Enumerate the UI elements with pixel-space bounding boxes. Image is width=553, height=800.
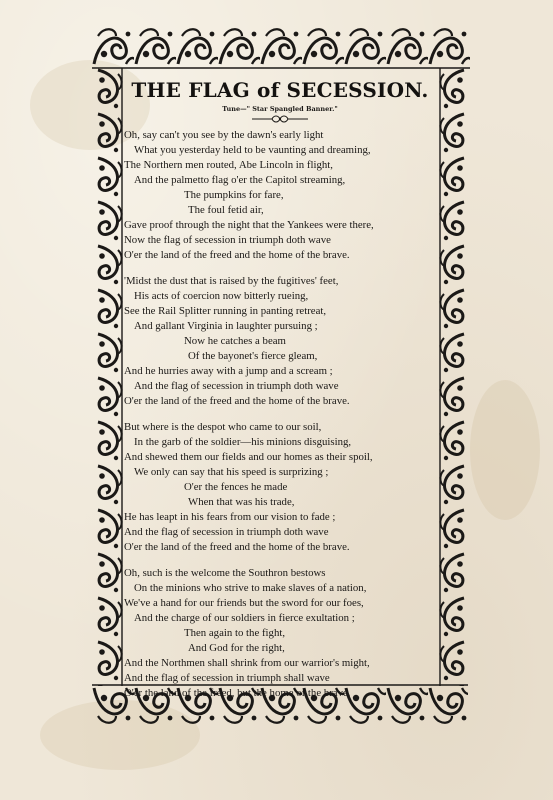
- verse-line: Now he catches a beam: [184, 335, 286, 347]
- verse-line: When that was his trade,: [188, 496, 295, 508]
- verse-line: He has leapt in his fears from our vision to fade ;: [124, 511, 336, 523]
- ornamental-border-left: [92, 68, 124, 686]
- document-title: THE FLAG of SECESSION.: [131, 78, 429, 102]
- verse-line: What you yesterday held to be vaunting and dreaming,: [134, 144, 371, 156]
- verse-line: In the garb of the soldier—his minions disguising,: [134, 436, 352, 448]
- verse-line: And shewed them our fields and our homes as their spoil,: [124, 451, 373, 463]
- verse-line: Then again to the fight,: [184, 627, 286, 639]
- stanza-3: [124, 420, 436, 555]
- verse-line: O'er the fences he made: [184, 481, 288, 493]
- verse-line: We've a hand for our friends but the sword for our foes,: [124, 597, 364, 609]
- verse-line: And the flag of secession in triumph shall wave: [124, 672, 330, 684]
- verse-line: And the charge of our soldiers in fierce exultation ;: [134, 612, 355, 624]
- verse-line: Oh, say can't you see by the dawn's early light: [124, 129, 324, 141]
- paper-stain: [470, 380, 540, 520]
- verse-line: 'Midst the dust that is raised by the fugitives' feet,: [124, 275, 339, 287]
- scroll-divider-icon: [250, 115, 310, 123]
- verse-line: But where is the despot who came to our soil,: [124, 421, 322, 433]
- verse-line: And the Northmen shall shrink from our warrior's might,: [124, 657, 370, 669]
- verse-line: O'er the land of the freed, but the home of the brave.: [124, 687, 351, 699]
- stanza-1: [124, 128, 436, 263]
- verse-line: Oh, such is the welcome the Southron bestows: [124, 567, 326, 579]
- verse-line: We only can say that his speed is surprizing ;: [134, 466, 329, 478]
- verse-line: Now the flag of secession in triumph doth wave: [124, 234, 331, 246]
- verse-line: O'er the land of the freed and the home of the brave.: [124, 541, 350, 553]
- verse-line: The pumpkins for fare,: [184, 189, 284, 201]
- vine-scroll-border-right: [438, 68, 470, 686]
- verse-line: And the flag of secession in triumph doth wave: [134, 380, 339, 392]
- verse-line: On the minions who strive to make slaves of a nation,: [134, 582, 367, 594]
- verse-line: And he hurries away with a jump and a scream ;: [124, 365, 333, 377]
- verse-line: The Northern men routed, Abe Lincoln in flight,: [124, 159, 333, 171]
- verses: [124, 128, 436, 712]
- verse-line: O'er the land of the freed and the home of the brave.: [124, 395, 350, 407]
- verse-line: See the Rail Splitter running in panting retreat,: [124, 305, 327, 317]
- verse-line: And God for the right,: [188, 642, 285, 654]
- tune-subtitle: Tune—" Star Spangled Banner.": [222, 105, 338, 113]
- ornamental-border-top: [92, 24, 470, 70]
- verse-line: And gallant Virginia in laughter pursuing ;: [134, 320, 318, 332]
- verse-line: And the palmetto flag o'er the Capitol streaming,: [134, 174, 346, 186]
- broadside-sheet: [124, 72, 436, 699]
- verse-line: O'er the land of the freed and the home of the brave.: [124, 249, 350, 261]
- verse-line: Gave proof through the night that the Yankees were there,: [124, 219, 374, 231]
- verse-line: And the flag of secession in triumph doth wave: [124, 526, 329, 538]
- verse-line: The foul fetid air,: [188, 204, 264, 216]
- vine-scroll-border-top: [92, 24, 470, 70]
- verse-line: His acts of coercion now bitterly rueing,: [134, 290, 309, 302]
- vine-scroll-border-left: [92, 68, 124, 686]
- ornamental-border-right: [438, 68, 470, 686]
- stanza-4: [124, 566, 436, 701]
- stanza-2: [124, 274, 436, 409]
- verse-line: Of the bayonet's fierce gleam,: [188, 350, 318, 362]
